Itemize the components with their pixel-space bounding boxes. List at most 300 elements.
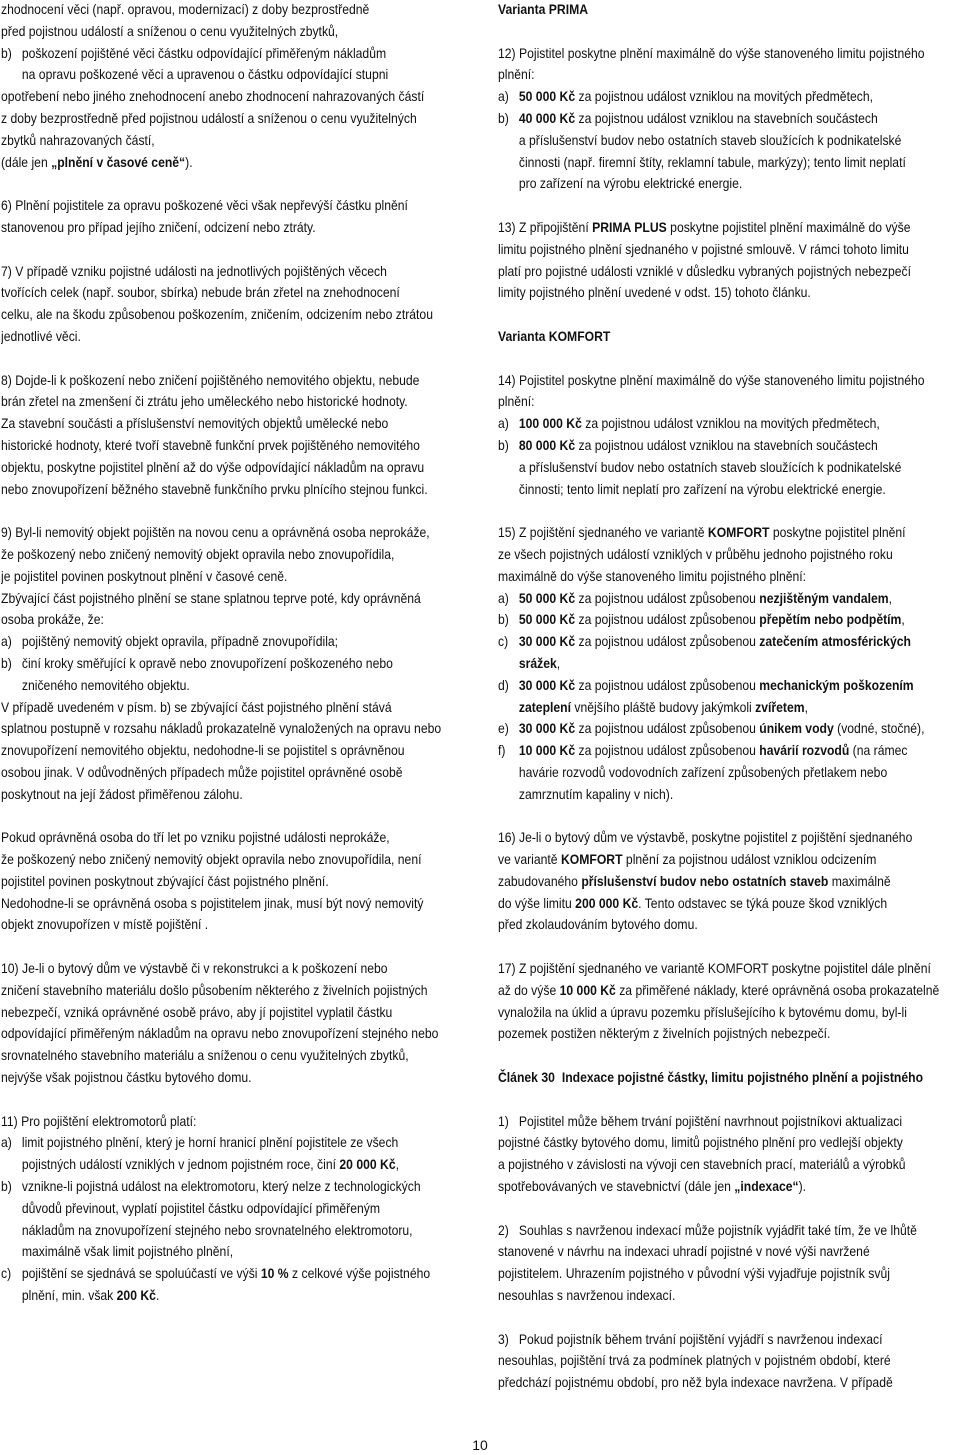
text-run: Za stavební součásti a příslušenství nemovitých objektů umělecké nebo: [1, 415, 389, 432]
list-item: [498, 413, 959, 435]
text-run: 15) Z pojištění sjednaného ve variantě: [498, 524, 708, 541]
text-run: (dále jen: [1, 153, 52, 170]
numbered-paragraph: [498, 1111, 959, 1198]
bold-text: 10 000 Kč: [518, 742, 576, 759]
text-line: [498, 914, 959, 936]
text-line: [498, 64, 959, 86]
text-run: že poškozený nebo zničený nemovitý objekt opravila nebo znovupořídila,: [1, 545, 395, 562]
text-line: [1, 871, 466, 893]
text-run: plnění:: [498, 66, 535, 83]
bold-text: zvířetem: [755, 698, 805, 715]
text-run: pojištěný nemovitý objekt opravila, případně znovupořídila;: [21, 633, 339, 650]
list-item: [1, 631, 466, 653]
text-run: ).: [798, 1178, 807, 1195]
text-line: [498, 1350, 959, 1372]
text-run: pro zařízení na výrobu elektrické energie.: [518, 175, 743, 192]
page-number: 10: [472, 1437, 488, 1453]
text-run: plnění, min. však: [21, 1287, 117, 1304]
bold-text: 50 000 Kč: [518, 88, 576, 105]
list-marker: a): [498, 88, 509, 105]
text-run: osobou jinak. V odůvodněných případech může pojistitel oprávněné osobě: [1, 763, 403, 780]
list-marker: a): [498, 589, 509, 606]
text-run: .: [155, 1287, 160, 1304]
list-marker: a): [1, 1134, 12, 1151]
list-marker: b): [1, 1178, 12, 1195]
text-line: [1, 914, 466, 936]
text-line: [498, 479, 959, 501]
paragraph-number: 1): [498, 1112, 509, 1129]
text-run: zbytků nahrazovaných částí,: [1, 131, 155, 148]
text-lines: [1, 522, 466, 631]
heading-title: Varianta KOMFORT: [498, 327, 611, 344]
text-run: 6) Plnění pojistitele za opravu poškozené věci však nepřevýší částku plnění: [1, 197, 408, 214]
text-run: že poškozený nebo zničený nemovitý objekt opravila nebo znovupořídila, není: [1, 851, 422, 868]
list-item: [498, 108, 959, 195]
text-run: osoba prokáže, že:: [1, 611, 104, 628]
paragraph: [498, 217, 959, 304]
text-line: [498, 849, 959, 871]
heading-line: [498, 0, 959, 21]
text-line: [498, 217, 959, 239]
text-line: [498, 1329, 959, 1351]
text-run: poskytnout na její žádost přiměřenou zálohu.: [1, 785, 243, 802]
text-lines: [498, 217, 959, 304]
text-line: [1, 544, 466, 566]
text-line: [498, 1023, 959, 1045]
text-run: znovupořízení nemovitého objektu, nedohodne-li se pojistitel s oprávněnou: [1, 742, 405, 759]
text-run: za přiměřené náklady, které oprávněná osoba prokazatelně: [615, 981, 940, 998]
text-run: a příslušenství budov nebo ostatních staveb sloužících k podnikatelské: [518, 131, 902, 148]
text-run: maximálně do výše stanoveného limitu pojistného plnění:: [498, 567, 807, 584]
text-line: [498, 1176, 959, 1198]
text-line: [498, 173, 959, 195]
text-line: [498, 827, 959, 849]
paragraph: [498, 827, 959, 936]
list-item: [498, 609, 959, 631]
paragraph: [498, 1111, 959, 1198]
text-run: za pojistnou událost způsobenou: [575, 611, 760, 628]
bold-text: 20 000 Kč: [339, 1156, 396, 1173]
text-run: celku, ale na škodu způsobenou poškozením, zničením, odcizením nebo ztrátou: [1, 306, 433, 323]
list-item: [498, 675, 959, 719]
text-run: Zbývající část pojistného plnění se stane splatnou teprve poté, kdy oprávněná: [1, 589, 421, 606]
text-run: ,: [556, 654, 561, 671]
text-line: [498, 784, 959, 806]
text-run: vznikne-li pojistná událost na elektromotoru, který nelze z technologických: [21, 1178, 421, 1195]
bold-text: 50 000 Kč: [518, 611, 576, 628]
text-lines: [498, 522, 959, 587]
bold-text: 50 000 Kč: [518, 589, 576, 606]
paragraph-number: 2): [498, 1221, 509, 1238]
list-marker: b): [498, 611, 509, 628]
list-item: [1, 1263, 466, 1307]
text-run: 8) Dojde-li k poškození nebo zničení pojištěného nemovitého objektu, nebude: [1, 371, 420, 388]
text-run: nebo znovupořízení běžného stavebně funkčního prvku plnícího stejnou funkci.: [1, 480, 428, 497]
text-line: [498, 609, 959, 631]
text-line: [498, 1372, 959, 1394]
article-number: Článek 30: [498, 1069, 555, 1086]
list-item: [1, 1176, 466, 1263]
text-line: [1, 958, 466, 980]
paragraph: [498, 1329, 959, 1394]
text-line: [498, 718, 959, 740]
heading-title: Varianta PRIMA: [498, 1, 589, 17]
text-run: nesouhlas, pojištění trvá za podmínek platných v pojistném období, které: [498, 1352, 891, 1369]
text-line: [1, 304, 466, 326]
text-line: [498, 391, 959, 413]
text-line: [1, 1285, 466, 1307]
bold-text: únikem vody: [759, 720, 834, 737]
paragraph: [1, 261, 466, 348]
text-line: [498, 1220, 959, 1242]
text-line: [1, 108, 466, 130]
text-run: před zkolaudováním bytového domu.: [498, 916, 698, 933]
text-line: [1, 64, 466, 86]
text-run: stanovené v návrhu na indexaci uhradí pojistné v nové výši navržené: [498, 1243, 870, 1260]
bold-text: „indexace“: [734, 1178, 799, 1195]
text-lines: [1, 261, 466, 348]
text-run: Souhlas s navrženou indexací může pojistník vyjádřit také tím, že ve lhůtě: [518, 1221, 917, 1238]
text-run: nejvýše však pojistnou částku bytového domu.: [1, 1069, 252, 1086]
text-run: objektu, poskytne pojistitel plnění až do výše odpovídající nákladům na opravu: [1, 458, 425, 475]
text-run: jednotlivé věci.: [1, 327, 81, 344]
text-line: [1, 762, 466, 784]
section-heading: [498, 1067, 959, 1089]
text-run: zničení stavebního materiálu došlo působením některého z živelních pojistných: [1, 981, 428, 998]
text-run: (na rámec: [849, 742, 908, 759]
text-line: [498, 43, 959, 65]
list-item: [498, 86, 959, 108]
text-line: [498, 893, 959, 915]
text-line: [498, 762, 959, 784]
text-line: [1, 1045, 466, 1067]
heading-title: Indexace pojistné částky, limitu pojistného plnění a pojistného: [561, 1069, 924, 1086]
bold-text: havárií rozvodů: [759, 742, 850, 759]
text-run: za pojistnou událost vzniklou na stavebních součástech: [575, 109, 878, 126]
text-line: [498, 675, 959, 697]
text-run: vynaložila na úklid a úpravu pozemku příslušejícího k bytovému domu, byl-li: [498, 1003, 907, 1020]
text-line: [1, 1263, 466, 1285]
list-marker: b): [1, 654, 12, 671]
numbered-paragraph: [498, 1329, 959, 1394]
text-run: Nedohodne-li se oprávněná osoba s pojistitelem jinak, musí být nový nemovitý: [1, 894, 424, 911]
text-line: [1, 588, 466, 610]
paragraph: [1, 958, 466, 1089]
text-line: [1, 631, 466, 653]
bold-text: zateplení: [518, 698, 571, 715]
text-line: [1, 457, 466, 479]
text-run: poskytne pojistitel plnění maximálně do výše: [666, 218, 911, 235]
text-run: až do výše: [498, 981, 560, 998]
paragraph: [498, 958, 959, 1045]
text-run: ve variantě: [498, 851, 561, 868]
text-run: činnosti; tento limit neplatí pro zařízení na výrobu elektrické energie.: [518, 480, 886, 497]
text-lines: [1, 195, 466, 239]
text-line: [498, 588, 959, 610]
list-item: [498, 588, 959, 610]
section-heading: [498, 0, 959, 21]
list-marker: c): [1, 1265, 12, 1282]
text-run: 12) Pojistitel poskytne plnění maximálně do výše stanoveného limitu pojistného: [498, 44, 925, 61]
bold-text: 40 000 Kč: [518, 109, 576, 126]
text-line: [498, 1111, 959, 1133]
text-line: [498, 1285, 959, 1307]
text-run: ,: [901, 611, 905, 628]
text-run: do výše limitu: [498, 894, 576, 911]
list-marker: a): [498, 415, 509, 432]
text-line: [1, 609, 466, 631]
text-run: 10) Je-li o bytový dům ve výstavbě či v rekonstrukci a k poškození nebo: [1, 960, 388, 977]
text-line: [1, 1111, 466, 1133]
text-line: [498, 1132, 959, 1154]
text-run: (vodné, stočné),: [833, 720, 925, 737]
text-run: pojistitel povinen poskytnout zbývající část pojistného plnění.: [1, 872, 329, 889]
text-run: důvodů převinout, vyplatí pojistitel částku odpovídající přiměřeným: [21, 1199, 381, 1216]
text-lines: [1, 958, 466, 1089]
text-run: 13) Z připojištění: [498, 218, 593, 235]
text-run: 16) Je-li o bytový dům ve výstavbě, poskytne pojistitel z pojištění sjednaného: [498, 829, 913, 846]
text-run: z doby bezprostředně před pojistnou událostí a sníženou o cenu využitelných: [1, 109, 417, 126]
text-run: havárie rozvodů vodovodních zařízení způsobených přetlakem nebo: [518, 763, 888, 780]
text-line: [1, 370, 466, 392]
text-line: [1, 784, 466, 806]
bold-text: příslušenství budov nebo ostatních staveb: [581, 872, 829, 889]
text-lines: [498, 370, 959, 414]
text-run: 7) V případě vzniku pojistné události na jednotlivých pojištěných věcech: [1, 262, 387, 279]
numbered-paragraph: [498, 1220, 959, 1307]
text-run: za pojistnou událost vzniklou na movitých předmětech,: [575, 88, 873, 105]
text-line: [498, 544, 959, 566]
text-run: nesouhlas s navrženou indexací.: [498, 1287, 676, 1304]
text-lines: [1, 827, 466, 936]
text-line: [498, 740, 959, 762]
text-line: [498, 108, 959, 130]
text-line: [498, 980, 959, 1002]
text-run: zamrznutím kapaliny v nich).: [518, 785, 674, 802]
text-line: [498, 1241, 959, 1263]
list-marker: b): [1, 44, 12, 61]
bold-text: mechanickým poškozením: [759, 676, 914, 693]
list-item: [498, 435, 959, 500]
paragraph-number: 3): [498, 1330, 509, 1347]
text-line: [1, 980, 466, 1002]
text-run: pojistné částky bytového domu, limitů pojistného plnění pro vedlejší objekty: [498, 1134, 903, 1151]
text-line: [498, 457, 959, 479]
text-run: V případě uvedeném v písm. b) se zbývající část pojistného plnění stává: [1, 698, 392, 715]
text-run: Pokud pojistník během trvání pojištění vyjádří s navrženou indexací: [518, 1330, 883, 1347]
text-run: ,: [395, 1156, 399, 1173]
bold-text: 100 000 Kč: [518, 415, 582, 432]
text-run: platí pro pojistné události vzniklé v důsledku vybraných pojistných nebezpečí: [498, 262, 912, 279]
bold-text: 30 000 Kč: [518, 720, 576, 737]
text-run: z celkové výše pojistného: [288, 1265, 431, 1282]
text-line: [498, 130, 959, 152]
text-line: [1, 522, 466, 544]
paragraph: [1, 827, 466, 936]
text-line: [1, 479, 466, 501]
left-column: [1, 0, 466, 1329]
bold-text: 10 000 Kč: [559, 981, 616, 998]
text-run: a příslušenství budov nebo ostatních staveb sloužících k podnikatelské: [518, 458, 902, 475]
text-run: ,: [888, 589, 892, 606]
text-line: [498, 435, 959, 457]
text-line: [498, 653, 959, 675]
text-run: za pojistnou událost způsobenou: [575, 633, 760, 650]
text-run: 9) Byl-li nemovitý objekt pojištěn na novou cenu a oprávněná osoba neprokáže,: [1, 524, 430, 541]
text-run: odpovídající přiměřeným nákladům na opravu nebo znovupořízení stejného nebo: [1, 1025, 439, 1042]
text-line: [1, 195, 466, 217]
heading-line: [498, 326, 959, 348]
list-marker: b): [498, 436, 509, 453]
paragraph: [1, 0, 466, 173]
text-line: [498, 261, 959, 283]
list-marker: f): [498, 742, 506, 759]
right-column: [498, 0, 959, 1416]
text-run: na opravu poškozené věci a upravenou o částku odpovídající stupni: [21, 66, 389, 83]
paragraph: [498, 43, 959, 196]
paragraph: [1, 370, 466, 501]
list-marker: b): [498, 109, 509, 126]
text-line: [498, 86, 959, 108]
paragraph: [1, 195, 466, 239]
list-item: [1, 43, 466, 87]
text-run: . Tento odstavec se týká pouze škod vzniklých: [638, 894, 888, 911]
text-line: [1, 1002, 466, 1024]
text-run: za pojistnou událost vzniklou na movitých předmětech,: [581, 415, 880, 432]
text-line: [1, 1198, 466, 1220]
text-run: pojistitelem. Uhrazením pojistného v původní výši vyjadřuje pojistník svůj: [498, 1265, 890, 1282]
bold-text: 200 Kč: [116, 1287, 156, 1304]
text-line: [1, 435, 466, 457]
text-line: [1, 86, 466, 108]
text-run: Pojistitel může během trvání pojištění navrhnout pojistníkovi aktualizaci: [518, 1112, 903, 1129]
text-run: limity pojistného plnění uvedené v odst. 15) tohoto článku.: [498, 284, 811, 301]
text-run: za pojistnou událost vzniklou na stavebních součástech: [575, 436, 878, 453]
text-lines: [498, 827, 959, 936]
list-item: [498, 631, 959, 675]
text-run: limit pojistného plnění, který je horní hranicí plnění pojistitele ze všech: [21, 1134, 399, 1151]
list-marker: d): [498, 676, 509, 693]
text-line: [1, 1154, 466, 1176]
text-run: předchází pojistnému období, pro něž byla indexace navržena. V případě: [498, 1374, 893, 1391]
paragraph: [1, 1111, 466, 1307]
list-item: [1, 653, 466, 697]
bold-text: srážek: [518, 654, 557, 671]
text-line: [498, 566, 959, 588]
text-run: za pojistnou událost způsobenou: [575, 720, 760, 737]
text-lines: [1, 1111, 466, 1133]
text-line: [1, 718, 466, 740]
text-run: je pojistitel povinen poskytnout plnění v časové ceně.: [1, 567, 288, 584]
text-line: [1, 1176, 466, 1198]
text-line: [1, 740, 466, 762]
text-run: limitu pojistného plnění sjednaného v pojistné smlouvě. V rámci tohoto limitu: [498, 240, 909, 257]
text-line: [1, 566, 466, 588]
text-run: a pojistného v závislosti na vývoji cen stavebních prací, materiálů a výrobků: [498, 1156, 906, 1173]
bold-text: KOMFORT: [560, 851, 623, 868]
paragraph: [498, 1220, 959, 1307]
text-run: za pojistnou událost způsobenou: [575, 676, 760, 693]
list-item: [498, 740, 959, 805]
text-line: [1, 391, 466, 413]
text-run: brán zřetel na zmenšení či ztrátu jeho uměleckého nebo historické hodnoty.: [1, 393, 408, 410]
text-lines: [498, 43, 959, 87]
text-line: [1, 697, 466, 719]
text-run: spotřebovávaných ve stavebnictví (dále jen: [498, 1178, 735, 1195]
text-run: zabudovaného: [498, 872, 582, 889]
text-run: za pojistnou událost způsobenou: [575, 589, 760, 606]
text-run: 17) Z pojištění sjednaného ve variantě KOMFORT poskytne pojistitel dále plnění: [498, 960, 931, 977]
text-run: stanovenou pro případ jejího zničení, odcizení nebo ztráty.: [1, 218, 316, 235]
text-line: [498, 370, 959, 392]
bold-text: 10 %: [260, 1265, 289, 1282]
text-run: 14) Pojistitel poskytne plnění maximálně do výše stanoveného limitu pojistného: [498, 371, 925, 388]
paragraph: [1, 522, 466, 805]
text-line: [1, 326, 466, 348]
text-line: [1, 675, 466, 697]
bold-text: „plnění v časové ceně“: [51, 153, 186, 170]
text-run: nákladům na znovupořízení stejného nebo srovnatelného elektromotoru,: [21, 1221, 413, 1238]
text-line: [1, 1132, 466, 1154]
text-run: pojistných událostí vzniklých v jednom pojistném roce, činí: [21, 1156, 340, 1173]
text-line: [1, 21, 466, 43]
text-run: zničeného nemovitého objektu.: [21, 676, 190, 693]
text-line: [1, 849, 466, 871]
list-item: [1, 1132, 466, 1176]
text-run: poškození pojištěné věci částku odpovídající přiměřeným nákladům: [21, 44, 387, 61]
bold-text: 200 000 Kč: [575, 894, 639, 911]
text-run: ).: [185, 153, 193, 170]
text-lines: [498, 958, 959, 1045]
text-line: [1, 152, 466, 174]
text-line: [498, 631, 959, 653]
text-line: [498, 239, 959, 261]
text-line: [1, 827, 466, 849]
text-line: [1, 413, 466, 435]
paragraph: [498, 370, 959, 501]
text-run: pojištění se sjednává se spoluúčastí ve výši: [21, 1265, 261, 1282]
text-lines: [1, 0, 466, 43]
text-line: [1, 1241, 466, 1263]
text-line: [1, 43, 466, 65]
bold-text: 30 000 Kč: [518, 633, 576, 650]
bold-text: KOMFORT: [707, 524, 770, 541]
text-run: zhodnocení věci (např. opravou, modernizací) z doby bezprostředně: [1, 1, 370, 17]
bold-text: 30 000 Kč: [518, 676, 576, 693]
text-run: splatnou postupně v rozsahu nákladů prokazatelně vynaložených na opravu nebo: [1, 720, 442, 737]
text-run: srovnatelného stavebního materiálu a sníženou o cenu využitelných zbytků,: [1, 1047, 409, 1064]
text-run: maximálně však limit pojistného plnění,: [21, 1243, 234, 1260]
text-run: pozemek postižen některým z živelních pojistných nebezpečí.: [498, 1025, 831, 1042]
text-run: historické hodnoty, které tvoří stavebně funkční prvek pojištěného nemovitého: [1, 436, 420, 453]
text-line: [1, 217, 466, 239]
text-line: [498, 871, 959, 893]
text-run: plnění za pojistnou událost vzniklou odcizením: [622, 851, 877, 868]
bold-text: 80 000 Kč: [518, 436, 576, 453]
text-line: [1, 261, 466, 283]
text-line: [498, 1154, 959, 1176]
text-lines: [1, 697, 466, 806]
bold-text: nezjištěným vandalem: [759, 589, 889, 606]
text-run: 11) Pro pojištění elektromotorů platí:: [1, 1112, 197, 1129]
text-line: [498, 152, 959, 174]
text-line: [498, 697, 959, 719]
text-run: za pojistnou událost způsobenou: [575, 742, 760, 759]
text-run: objekt znovupořízen v místě pojištění .: [1, 916, 209, 933]
text-run: před pojistnou událostí a sníženou o cenu využitelných zbytků,: [1, 22, 339, 39]
text-line: [1, 653, 466, 675]
text-line: [1, 130, 466, 152]
